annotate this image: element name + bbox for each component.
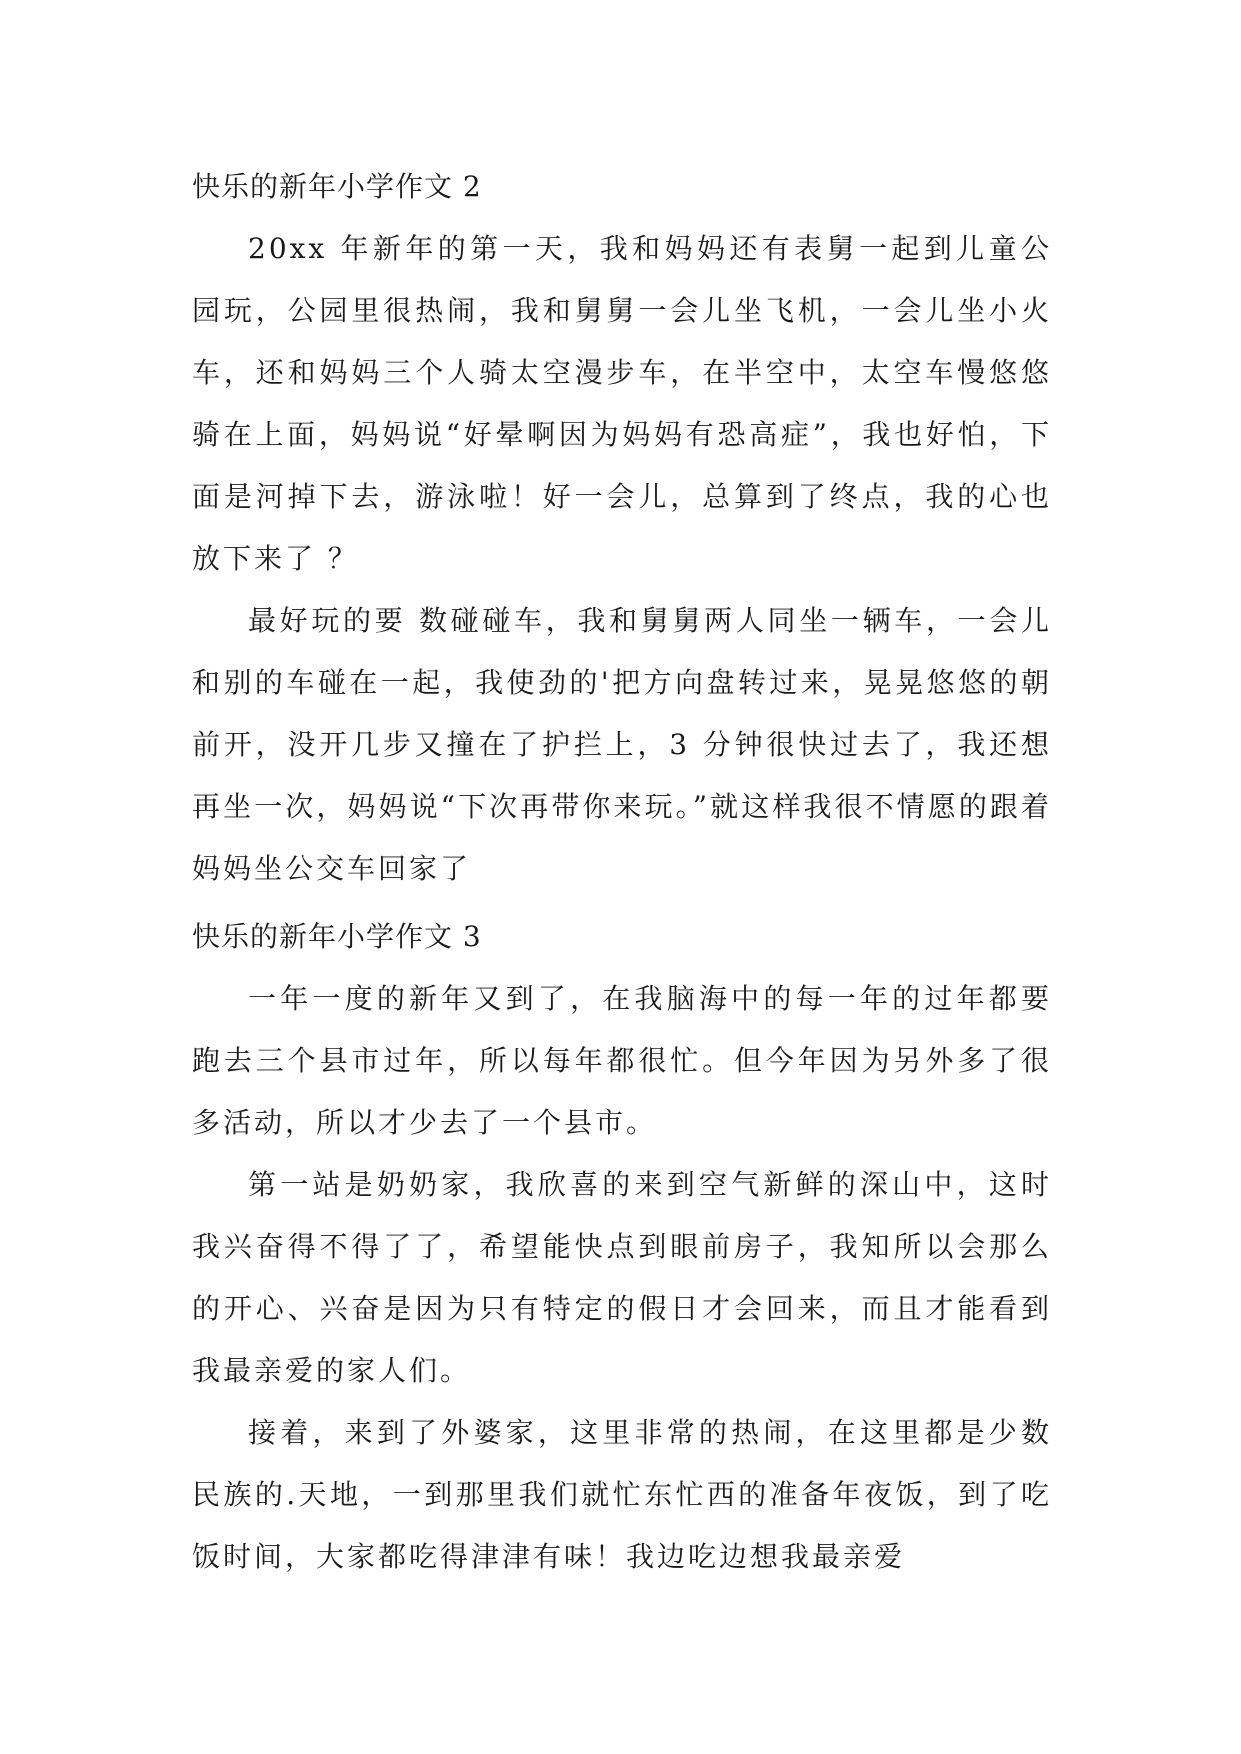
paragraph: 20xx 年新年的第一天，我和妈妈还有表舅一起到儿童公园玩，公园里很热闹，我和舅舅一会儿坐飞机，一会儿坐小火车，还和妈妈三个人骑太空漫步车，在半空中，太空车慢悠悠骑在上面，妈妈说“好晕啊因为妈妈有恐高症”，我也好怕，下面是河掉下去，游泳啦！好一会儿，总算到了终点，我的心也放下来了 ？ — [192, 232, 1052, 575]
essay-section-3 — [192, 906, 1052, 1588]
paragraph: 第一站是奶奶家，我欣喜的来到空气新鲜的深山中，这时我兴奋得不得了了，希望能快点到眼前房子，我知所以会那么的开心、兴奋是因为只有特定的假日才会回来，而且才能看到我最亲爱的家人们。 — [192, 1168, 1052, 1387]
essay-section-2 — [192, 156, 1052, 900]
section-title: 快乐的新年小学作文 3 — [192, 920, 482, 953]
paragraph: 一年一度的新年又到了，在我脑海中的每一年的过年都要跑去三个县市过年，所以每年都很忙。但今年因为另外多了很多活动，所以才少去了一个县市。 — [192, 982, 1052, 1139]
paragraph: 接着，来到了外婆家，这里非常的热闹，在这里都是少数民族的.天地，一到那里我们就忙东忙西的准备年夜饭，到了吃饭时间，大家都吃得津津有味！我边吃边想我最亲爱 — [192, 1416, 1052, 1573]
paragraph: 最好玩的要 数碰碰车，我和舅舅两人同坐一辆车，一会儿和别的车碰在一起，我使劲的'把方向盘转过来，晃晃悠悠的朝前开，没开几步又撞在了护拦上，3 分钟很快过去了，我还想再坐一次，妈妈说“下次再带你来玩。”就这样我很不情愿的跟着妈妈坐公交车回家了 — [192, 604, 1052, 885]
section-title: 快乐的新年小学作文 2 — [192, 170, 482, 203]
